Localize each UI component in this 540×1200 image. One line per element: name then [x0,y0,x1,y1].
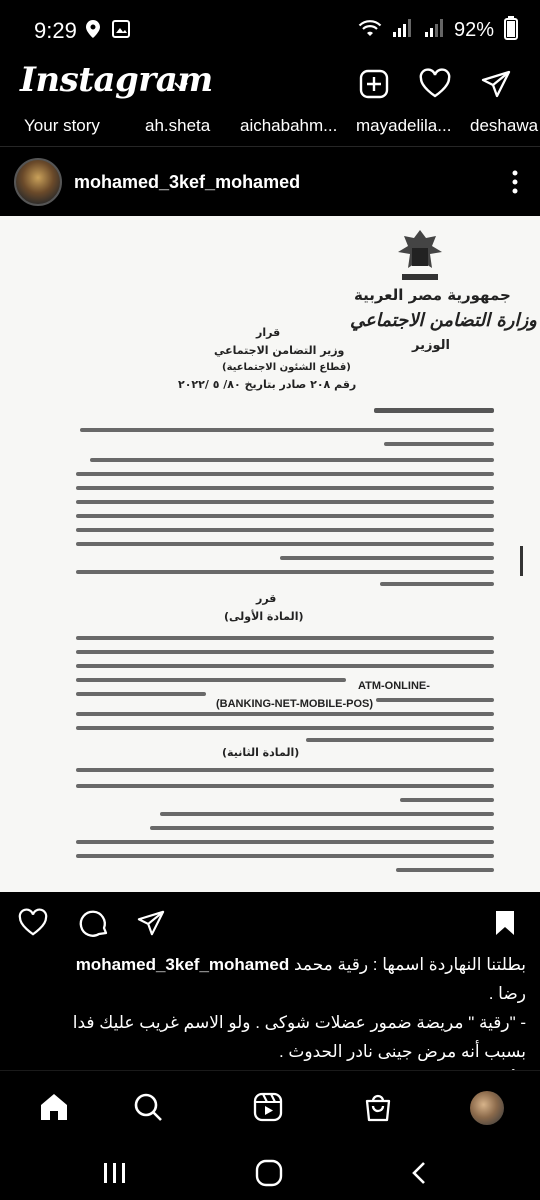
doc-text-line [76,712,494,716]
divider [0,146,540,147]
post-actions [0,898,540,946]
story-item[interactable]: mayadelila... [356,116,452,135]
bottom-navigation [0,1070,540,1144]
doc-text-line [150,826,494,830]
battery-icon [504,16,518,45]
story-item[interactable]: deshawa [470,116,539,135]
story-item[interactable]: ah.sheta [145,116,211,135]
profile-avatar[interactable] [470,1091,504,1125]
location-icon [86,20,100,43]
signal-icon [392,18,414,43]
plus-square-icon[interactable] [356,66,392,102]
doc-text-line [76,650,494,654]
doc-text-line [76,854,494,858]
story-your-story[interactable]: Your story [24,116,100,135]
doc-header-ministry: وزارة التضامن الاجتماعي [350,310,537,331]
doc-text-line [76,472,494,476]
doc-text-line [90,458,494,462]
doc-text-line [374,408,494,413]
gallery-notification-icon [112,20,130,43]
stories-row [0,116,540,142]
doc-latin-banking: (BANKING-NET-MOBILE-POS) [216,698,374,710]
doc-section-decided: قرر [256,592,277,605]
recent-apps-icon[interactable] [100,1158,130,1188]
share-icon[interactable] [134,906,168,940]
story-item[interactable]: aichabahm... [240,116,338,135]
doc-text-line [384,442,494,446]
doc-header-country: جمهورية مصر العربية [354,286,511,304]
post-caption[interactable] [18,950,526,1066]
reels-icon[interactable] [250,1089,286,1125]
doc-text-line [76,528,494,532]
caption-username[interactable]: mohamed_3kef_mohamed [75,955,290,974]
post-header [0,150,540,216]
doc-text-line [76,692,206,696]
system-navigation [0,1144,540,1200]
doc-text-line [76,636,494,640]
heart-icon[interactable] [417,66,453,102]
doc-text-line [76,678,346,682]
doc-section-article-1: (المادة الأولى) [224,610,304,623]
doc-title-sector: (قطاع الشئون الاجتماعية) [222,362,351,373]
like-heart-icon[interactable] [16,906,50,940]
doc-text-line [76,840,494,844]
app-header [0,58,540,110]
home-icon[interactable] [36,1089,72,1125]
doc-text-line [76,514,494,518]
chevron-down-icon[interactable] [174,78,188,96]
post-username[interactable]: mohamed_3kef_mohamed [74,172,301,192]
doc-section-article-2: (المادة الثانية) [222,746,300,759]
paper-plane-icon[interactable] [478,66,514,102]
doc-margin-mark [520,546,523,576]
back-button-icon[interactable] [404,1158,434,1188]
doc-text-line [76,486,494,490]
comment-icon[interactable] [78,906,112,940]
status-bar [0,0,540,58]
eagle-emblem-icon [392,226,448,293]
shop-icon[interactable] [360,1089,396,1125]
search-icon[interactable] [130,1089,166,1125]
doc-text-line [76,500,494,504]
doc-text-line [76,726,494,730]
doc-text-line [280,556,494,560]
instagram-logo[interactable]: Instagram [20,60,213,100]
doc-text-line [380,582,494,586]
caption-line-3: - "رقية " مريضة ضمور عضلات شوكى . ولو الاسم غريب عليك فدا [72,1013,526,1032]
doc-text-line [160,812,494,816]
doc-text-line [396,868,494,872]
doc-title-decree: قرار [256,326,281,339]
wifi-icon [358,18,382,43]
doc-title-number: رقم ٢٠٨ صادر بتاريخ ٨٠/ ٥ /٢٠٢٢ [178,378,357,391]
doc-text-line [76,784,494,788]
caption-line-2: رضا . [488,984,526,1003]
post-image-document[interactable] [0,216,540,892]
doc-title-minister: وزير التضامن الاجتماعي [214,344,345,357]
status-time: 9:29 [34,18,77,43]
caption-text: بطلتنا النهاردة اسمها : رقية محمد [293,955,526,974]
home-button-icon[interactable] [254,1158,284,1188]
doc-header-minister: الوزير [412,338,450,353]
doc-text-line [76,664,494,668]
doc-text-line [306,738,494,742]
signal-icon-2 [424,18,444,43]
bookmark-icon[interactable] [488,906,522,940]
caption-line-4: بسبب أنه مرض جينى نادر الحدوث . [278,1042,526,1061]
doc-text-line [76,570,494,574]
doc-text-line [76,542,494,546]
doc-text-line [76,768,494,772]
doc-text-line [376,698,494,702]
post-author-avatar[interactable] [14,158,62,206]
more-options-icon[interactable] [510,168,520,196]
doc-text-line [400,798,494,802]
caption-line-1 [18,950,526,979]
doc-latin-atm: ATM-ONLINE- [358,680,430,692]
battery-percentage: 92% [453,19,494,41]
doc-text-line [80,428,494,432]
